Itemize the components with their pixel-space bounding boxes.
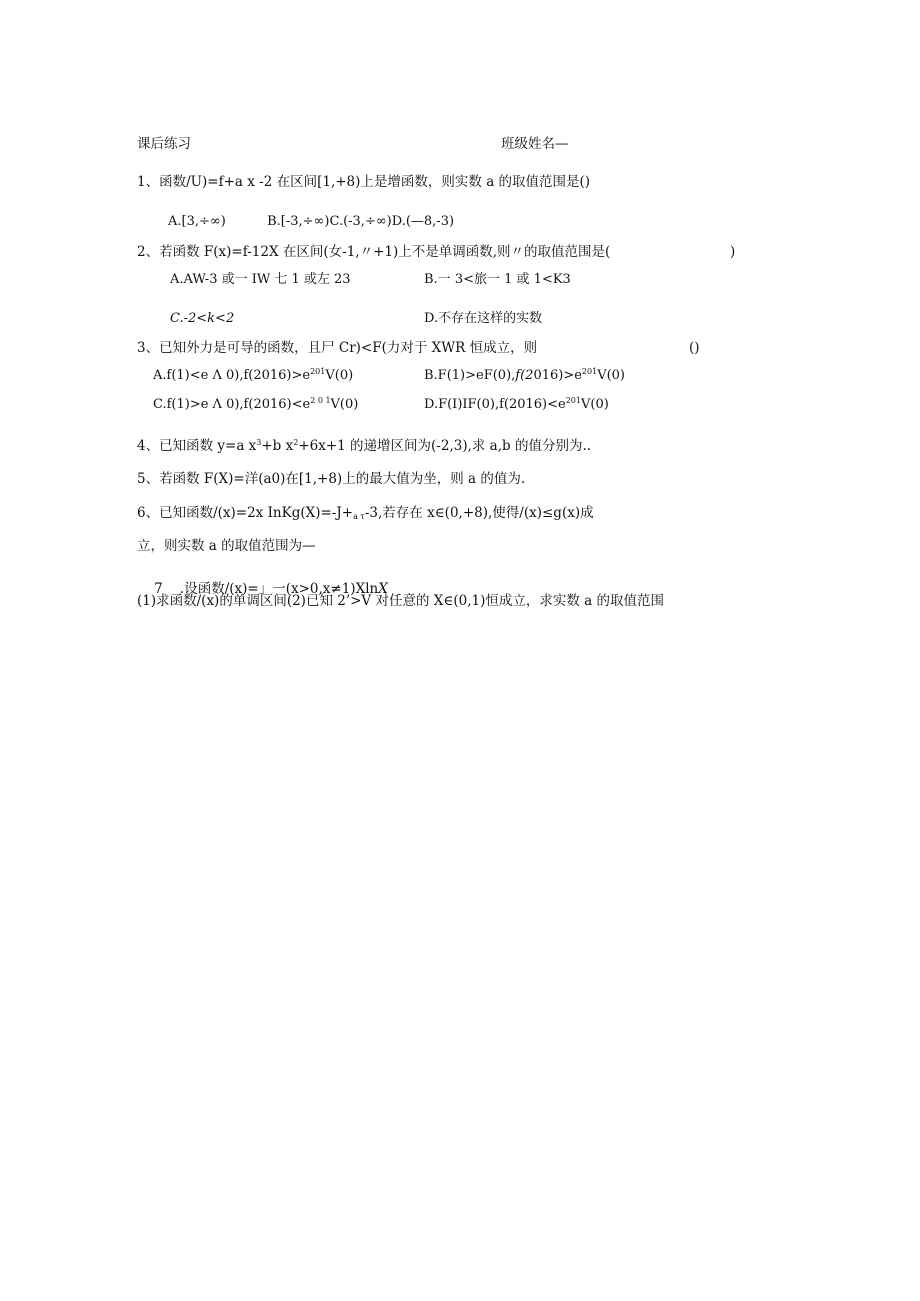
question-2-answer-paren: ) (730, 244, 736, 260)
q3c-text: C.f(1)>e Λ 0),f(2016)<e (153, 397, 311, 412)
question-6 (137, 504, 594, 522)
q4-tail: +6x+1 的递增区间为(-2,3),求 a,b 的值分别为.. (298, 438, 592, 454)
q3b-italic: f(2 (515, 368, 534, 383)
q3b-tail: V(0) (597, 368, 626, 383)
q6-text: 6、已知函数/(x)=2x InKg(X)=-J+ (137, 505, 354, 521)
question-1-stem: 1、函数/U)=f+a x -2 在区间[1,+8)上是增函数，则实数 a 的取值范围是() (137, 174, 591, 190)
question-2-stem: 2、若函数 F(x)=f-12X 在区间(女-1,〃+1)上不是单调函数,则〃的取值范围是( (137, 244, 611, 260)
q7-text: 7 .设函数/(x)=」一(x>0,x≠1)Xln (154, 581, 379, 597)
q3b-exponent: 201 (581, 367, 598, 376)
q3c-exponent: 2 0 1 (310, 396, 331, 405)
question-2-option-a: A.AW-3 或一 IW 七 1 或左 23 (170, 272, 351, 287)
question-3-stem: 3、已知外力是可导的函数，且尸 Cr)<F(力对于 XWR 恒成立，则 (137, 340, 538, 356)
q3d-text: D.F(I)IF(0),f(2016)<e (424, 397, 566, 412)
question-4 (137, 437, 591, 455)
question-6-continued: 立，则实数 a 的取值范围为— (137, 538, 316, 554)
question-1-options: A.[3,÷∞) B.[-3,÷∞)C.(-3,÷∞)D.(—8,-3) (168, 214, 455, 229)
q6-subscript: a τ (353, 512, 365, 521)
question-2-option-d: D.不存在这样的实数 (424, 311, 543, 326)
q3a-text: A.f(1)<e Λ 0),f(2016)>e (153, 368, 311, 383)
question-3-option-d (424, 396, 609, 414)
q3d-exponent: 201 (565, 396, 581, 405)
question-2-option-c: C.-2<k<2 (170, 311, 235, 326)
header-class-name: 班级姓名— (501, 136, 569, 152)
q3b-text: B.F(1)>eF(0), (424, 368, 516, 383)
question-3-option-a (153, 367, 353, 385)
question-3-option-b (424, 367, 625, 385)
question-7-subparts: (1)求函数/(x)的单调区间(2)已知 2’>V 对任意的 X∈(0,1)恒成立，求实数 a 的取值范围 (137, 593, 664, 609)
q4-exponent-2: 2 (293, 438, 299, 447)
q4-text: 4、已知函数 y=a x (137, 438, 257, 454)
question-2-option-b: B.一 3<旅一 1 或 1<K3 (424, 272, 571, 287)
q3b-mid: 016)>e (533, 368, 582, 383)
q7-italic-x: X (378, 581, 388, 597)
q6-tail: -3,若存在 x∈(0,+8),使得/(x)≤g(x)成 (364, 505, 594, 521)
question-5: 5、若函数 F(X)=洋(a0)在[1,+8)上的最大值为坐，则 a 的值为. (137, 471, 526, 487)
header-title: 课后练习 (137, 136, 191, 152)
question-3-answer-paren: () (689, 340, 700, 356)
q3a-exponent: 201 (310, 367, 326, 376)
q3a-tail: V(0) (325, 368, 354, 383)
q3c-tail: V(0) (330, 397, 359, 412)
q4-mid: +b x (261, 438, 294, 454)
q4-exponent-3: 3 (256, 438, 262, 447)
question-3-option-c (153, 396, 358, 414)
q3d-tail: V(0) (581, 397, 609, 412)
